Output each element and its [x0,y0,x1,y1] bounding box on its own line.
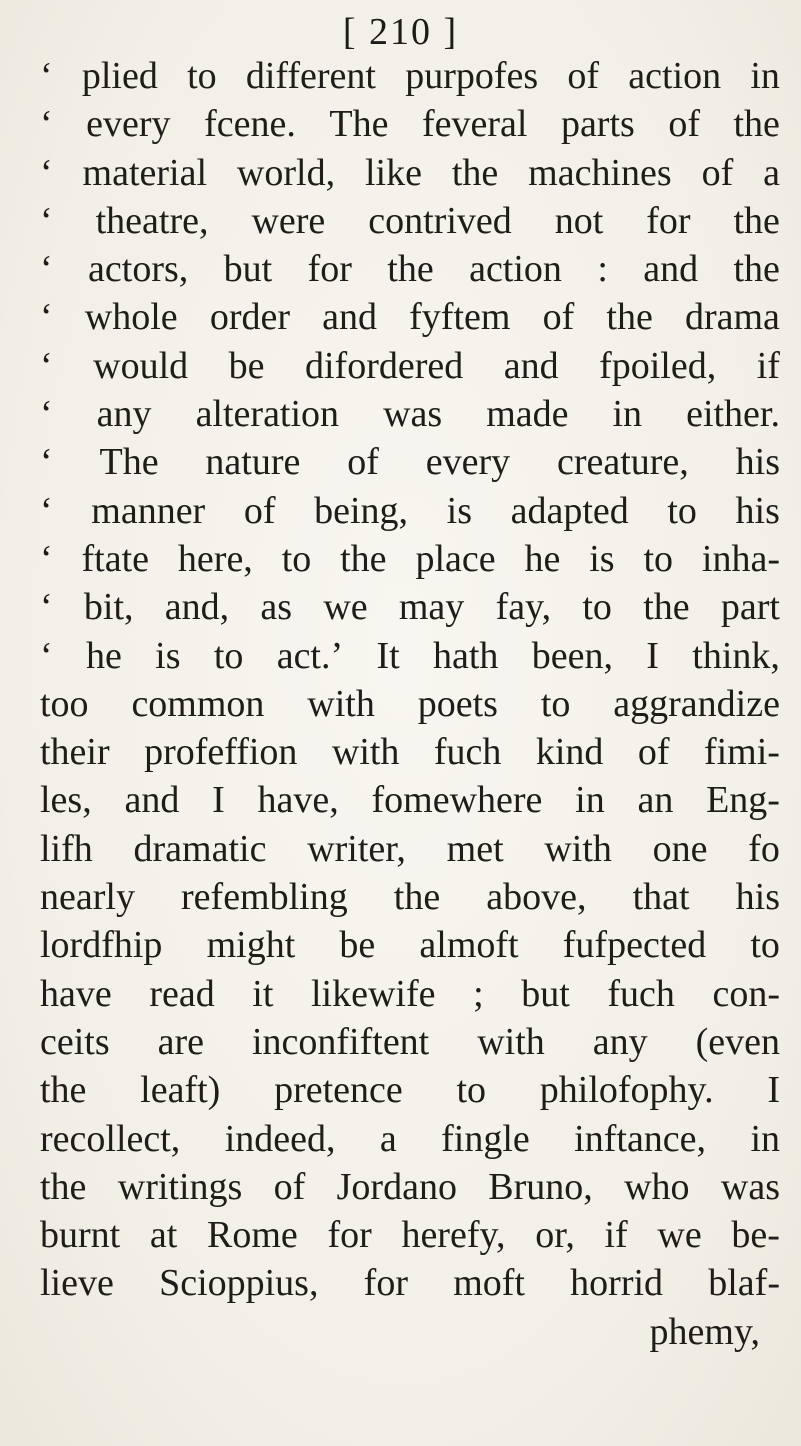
text-line: lieve Scioppius, for moft horrid blaf- [40,1262,780,1305]
text-line: ‘ manner of being, is adapted to his [40,489,780,532]
text-line: ‘ every fcene. The feveral parts of the [40,103,780,146]
body-text [40,52,780,1356]
text-line: their profeffion with fuch kind of fimi- [40,731,780,774]
text-line-catchword: phemy, [649,1310,760,1353]
text-line: ‘ bit, and, as we may fay, to the part [40,586,780,629]
text-line: ‘ theatre, were contrived not for the [40,199,780,242]
text-line: nearly refembling the above, that his [40,876,780,919]
text-line: recollect, indeed, a fingle inftance, in [40,1117,780,1160]
text-line: les, and I have, fomewhere in an Eng- [40,779,780,822]
text-line: ‘ would be difordered and fpoiled, if [40,344,780,387]
text-line: ‘ ftate here, to the place he is to inha- [40,537,780,580]
text-line: ‘ material world, like the machines of a [40,151,780,194]
text-line: the writings of Jordano Bruno, who was [40,1165,780,1208]
text-line: ‘ whole order and fyftem of the drama [40,296,780,339]
text-line: too common with poets to aggrandize [40,682,780,725]
text-line: ceits are inconfiftent with any (even [40,1020,780,1063]
text-line: have read it likewife ; but fuch con- [40,972,780,1015]
page-number: [ 210 ] [342,11,459,53]
text-line: ‘ he is to act.’ It hath been, I think, [40,634,780,677]
text-line: ‘ any alteration was made in either. [40,393,780,436]
text-line: lifh dramatic writer, met with one fo [40,827,780,870]
text-line: ‘ actors, but for the action : and the [40,248,780,291]
text-line: ‘ The nature of every creature, his [40,441,780,484]
text-line: the leaft) pretence to philofophy. I [40,1069,780,1112]
text-line: burnt at Rome for herefy, or, if we be- [40,1214,780,1257]
text-line: lordfhip might be almoft fufpected to [40,924,780,967]
text-line: ‘ plied to different purpofes of action in [40,55,780,97]
